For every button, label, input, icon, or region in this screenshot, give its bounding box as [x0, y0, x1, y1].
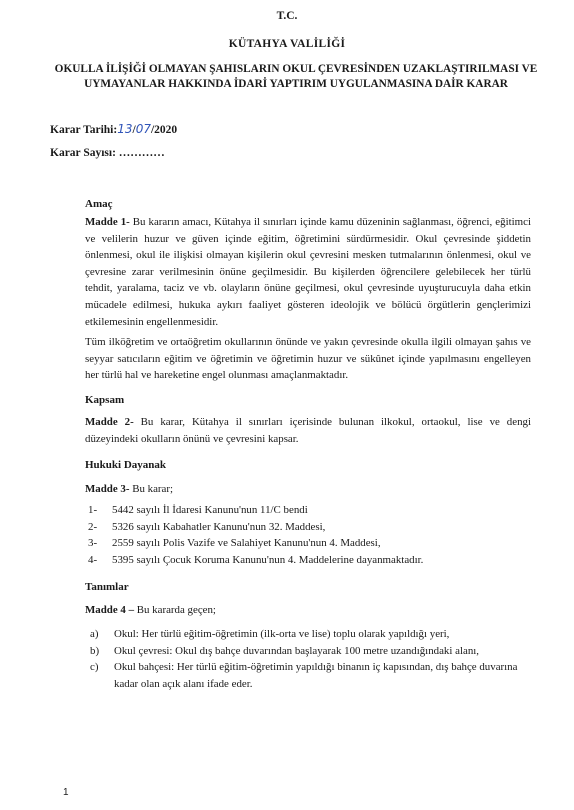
list-item	[90, 643, 530, 660]
article-1-label: Madde 1-	[85, 216, 130, 228]
decision-date	[50, 122, 177, 136]
list-item-number: 3-	[88, 537, 98, 550]
decision-date-day: 13	[117, 122, 133, 136]
list-item-letter: a)	[90, 628, 99, 640]
list-item	[88, 552, 528, 569]
list-item-text: 5442 sayılı İl İdaresi Kanunu'nun 11/C bendi	[112, 504, 308, 516]
article-3-label: Madde 3-	[85, 483, 130, 495]
decision-date-month: 07	[135, 122, 151, 136]
list-item-text: 2559 sayılı Polis Vazife ve Salahiyet Kanunu'nun 4. Maddesi,	[112, 537, 381, 550]
list-item-text: Okul çevresi: Okul dış bahçe duvarından başlayarak 100 metre uzandığındaki alanı,	[114, 644, 480, 657]
list-item-text: 5395 sayılı Çocuk Koruma Kanunu'nun 4. Maddelerine dayanmaktadır.	[112, 553, 424, 566]
list-item	[88, 502, 528, 519]
header-governorship: KÜTAHYA VALİLİĞİ	[228, 38, 346, 50]
article-4-text: Bu kararda geçen;	[134, 604, 216, 616]
section-heading-purpose: Amaç	[85, 198, 113, 210]
list-item	[90, 659, 530, 692]
list-item-text: Okul: Her türlü eğitim-öğretimin (ilk-orta ve lise) toplu olarak yapıldığı yeri,	[114, 628, 450, 640]
article-2-text: Bu karar, Kütahya il sınırları içerisinde bulunan ilkokul, ortaokul, lise ve dengi düzeyindeki okulların önünü ve çevresini kapsar.	[85, 416, 531, 445]
article-4-paragraph	[85, 602, 531, 619]
section-heading-legal-basis: Hukuki Dayanak	[85, 459, 167, 471]
section-heading-definitions: Tanımlar	[85, 581, 129, 593]
decision-date-label: Karar Tarihi:	[50, 124, 118, 136]
list-item	[88, 535, 528, 552]
page-number: 1	[63, 787, 69, 798]
list-item-number: 4-	[88, 553, 98, 566]
article-3-text: Bu karar;	[129, 483, 174, 495]
article-3-paragraph	[85, 481, 531, 498]
article-1-text: Bu kararın amacı, Kütahya il sınırları içinde kamu düzeninin sağlanması, öğrenci, eğitimci ve velilerin huzur ve güven içinde eğitim, öğretimini sürdürmesidir. Okul çevresinde şiddetin önlenmesi, okul ile ilişkisi olmayan kişilerin okul çevresini mesken tutmalarının önlenmesi, okul ve çevresine zarar verilmesinin önüne geçilmesidir. Bu kişilerden öğrencilere gelebilecek her türlü tehdit, yaralama, taciz ve vb. olayların önüne geçilmesi, okul çevresinde uyuşturucuyla daha etkin mücadele edilmesi, hukuka aykırı faaliyet gösteren ideolojik ve bölücü örgütlerin gençlerimizi etkilemesinin engellenmesidir.	[85, 216, 531, 328]
decision-date-separator: /	[132, 124, 136, 136]
section-heading-scope: Kapsam	[85, 394, 125, 406]
list-item	[88, 519, 528, 536]
list-item	[90, 626, 530, 643]
list-item-letter: b)	[90, 644, 100, 657]
article-1-paragraph-2: Tüm ilköğretim ve ortaöğretim okullarının önünde ve yakın çevresinde okulla ilgili olmayan şahıs ve seyyar satıcıların eğitim ve öğretimin ve öğretimin huzur ve sükûnet içinde yapılmasını engelleyen her türlü hal ve hareketine engel olunması amaçlanmaktadır.	[85, 336, 531, 382]
decision-number-value: …………	[118, 147, 165, 159]
decision-date-year: /2020	[150, 124, 178, 136]
decision-number-label: Karar Sayısı:	[50, 147, 116, 159]
article-1-paragraph	[85, 214, 531, 330]
definitions-list	[90, 626, 530, 692]
article-2-label: Madde 2-	[85, 416, 134, 428]
list-item-text: Okul bahçesi: Her türlü eğitim-öğretimin yapıldığı binanın iç kapısından, dış bahçe duvarına kadar olan açık alanı ifade eder.	[114, 661, 518, 690]
header-tc: T.C.	[276, 10, 298, 22]
list-item-letter: c)	[90, 661, 99, 674]
document-title: OKULLA İLİŞİĞİ OLMAYAN ŞAHISLARIN OKUL ÇEVRESİNDEN UZAKLAŞTIRILMASI VE UYMAYANLAR HAKKINDA İDARİ YAPTIRIM UYGULANMASINA DAİR KARAR	[54, 63, 538, 90]
list-item-number: 2-	[88, 520, 98, 533]
list-item-number: 1-	[88, 504, 98, 516]
legal-basis-list	[88, 502, 528, 568]
article-2-paragraph	[85, 414, 531, 447]
list-item-text: 5326 sayılı Kabahatler Kanunu'nun 32. Maddesi,	[112, 520, 326, 533]
article-4-label: Madde 4 –	[85, 604, 135, 616]
decision-number	[50, 147, 165, 159]
